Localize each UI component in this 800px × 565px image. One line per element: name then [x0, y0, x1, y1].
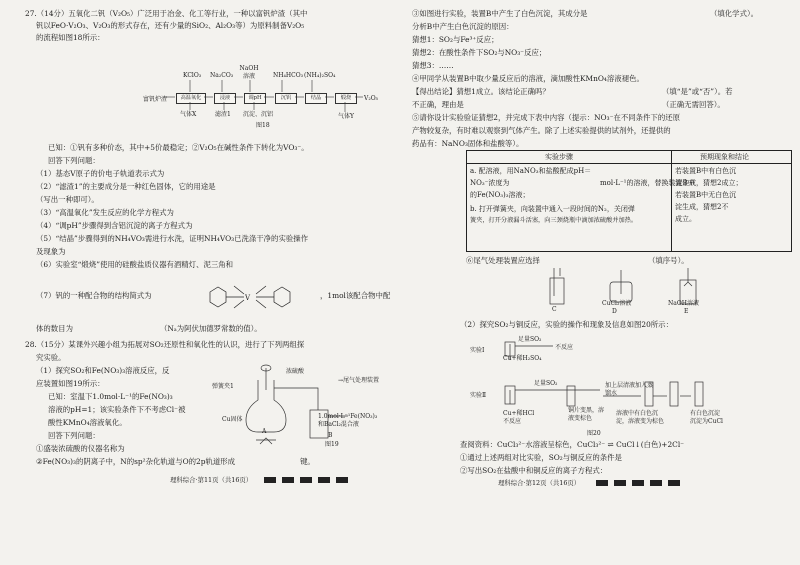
footer-mark: [614, 480, 626, 486]
footer-mark: [336, 477, 348, 483]
table-header-steps: 实验步骤: [545, 153, 573, 161]
s5: ⑤请你设计实验验证猜想2，并完成下表中内容（提示：NO₃⁻在不同条件下的还原: [412, 113, 680, 122]
q28-line1: 28.（15分）某课外兴趣小组为拓展对SO₂还原性和氧化性的认识，进行了下列两组探: [25, 340, 305, 349]
s5c: 药品有：NaNO₃固体和盐酸等）。: [412, 139, 524, 148]
flow-reagent: NaOH 溶液: [239, 65, 259, 80]
flow-step: 高温氧化: [176, 93, 206, 104]
q27-known: 已知：①钒有多种价态，其中+5价最稳定；②V₂O₅在碱性条件下转化为VO₃⁻。: [48, 143, 309, 152]
fig19-a: A: [262, 428, 267, 435]
apparatus-fig20: [495, 338, 755, 428]
footer-mark: [596, 480, 608, 486]
fig20-water: 加上层清液加入蒸馏水: [605, 382, 654, 397]
fig20-m2: Cu+稀HCl: [503, 410, 535, 417]
flow-arrows: [0, 0, 400, 130]
table-result: 若装置B中无白色沉: [675, 191, 737, 199]
flow-start: 富钒炉渣: [143, 96, 168, 103]
flow-out: 滤渣1: [215, 111, 231, 118]
info-i1: ①通过上述两组对比实验，SO₂与铜反应的条件是: [460, 453, 622, 462]
footer-right: 理科综合·第12页（共16页）: [498, 479, 581, 487]
flow-reagent: NH₄HCO₃: [273, 72, 304, 79]
footer-mark: [632, 480, 644, 486]
s4: ④甲同学从装置B中取少量反应后的溶液，滴加酸性KMnO₄溶液褪色。: [412, 74, 644, 83]
fig19-soln: 1.0mol·L⁻¹Fe(NO₃)₃和BaCl₂混合液: [318, 413, 378, 428]
footer-mark: [264, 477, 276, 483]
q27-p7d: （Nₐ为阿伏加德罗常数的值）。: [160, 324, 262, 333]
right-page: [400, 0, 800, 565]
table-result: 淀生成，猜想2不: [675, 203, 729, 211]
device-d: D: [612, 308, 617, 315]
flow-end: V₂O₅: [364, 95, 379, 102]
table-step: NO₃⁻浓度为: [470, 179, 510, 187]
fig20-res1: 铜片变黑，溶液变棕色: [568, 407, 605, 422]
flow-step: 沉钒: [275, 93, 297, 104]
s6b: （填序号）。: [648, 256, 689, 265]
table-result: 成立。: [675, 215, 696, 223]
info-i2: ②写出SO₂在盐酸中和铜反应的离子方程式：: [460, 466, 608, 475]
s5b: 产物较复杂，有时难以观察到气体产生。除了上述实验提供的试剂外，还提供的: [412, 126, 671, 135]
flow-out: 沉淀、沉铝: [243, 111, 274, 118]
table-step: 簧夹，打开分液漏斗活塞，向三颈烧瓶中滴加浓硫酸并加热。: [470, 217, 638, 224]
footer-mark: [282, 477, 294, 483]
fig20-gas2: 足量SO₂: [534, 380, 558, 387]
flow-reagent: (NH₄)₂SO₄: [304, 72, 336, 79]
q27-p7b: ，1mol该配合物中配: [320, 291, 391, 300]
q28-s2: ②Fe(NO₃)₃的阴离子中，N的sp²杂化轨道与O的2p轨道形成: [36, 457, 236, 466]
footer-mark: [318, 477, 330, 483]
q28-line2: 究实验。: [36, 353, 66, 362]
fig20-exp1: 实验Ⅰ: [470, 347, 485, 354]
q27-p6: （6）实验室“煅烧”使用的硅酸盐质仪器有酒精灯、泥三角和: [36, 260, 234, 269]
table-result: 淀生成，猜想2成立；: [675, 179, 743, 187]
flow-out: 气体X: [180, 111, 197, 118]
fig20-white2: 沉淀为CuCl: [690, 418, 723, 425]
s4c: （填“是”或“否”）。若: [662, 87, 733, 96]
fig20-m2b: 不反应: [503, 418, 522, 425]
footer-left: 理科综合·第11页（共16页）: [170, 476, 253, 484]
device-e-reagent: NaOH溶液: [668, 300, 699, 307]
flow-reagent: KClO₃: [183, 72, 202, 79]
q27-ask: 回答下列问题：: [48, 156, 100, 165]
fig20-gas: 足量SO₂: [518, 336, 542, 343]
q28-s1: ①盛装浓硫酸的仪器名称为: [36, 444, 125, 453]
table-header-result: 预期现象和结论: [700, 153, 749, 161]
flow-step: 结晶: [305, 93, 327, 104]
svg-text:V: V: [245, 294, 251, 302]
s4d: 不正确，理由是: [412, 100, 464, 109]
guess3: 猜想3：……: [412, 61, 454, 70]
flow-step: 调pH: [244, 93, 266, 104]
fig20-res2: 溶液中有白色沉淀，溶液变为棕色: [616, 410, 665, 425]
fig19-caption: 图19: [325, 441, 339, 448]
q27-line1: 27.（14分）五氧化二钒（V₂O₅）广泛用于冶金、化工等行业，一种以富钒炉渣（其中: [25, 9, 308, 18]
footer-mark: [668, 480, 680, 486]
tail-gas-devices: [540, 266, 790, 311]
guess1: 猜想1：SO₂与Fe³⁺反应；: [412, 35, 499, 44]
fig18-caption: 图18: [256, 122, 270, 129]
q28-cond2: 溶液的pH=1；该实验条件下不考虑Cl⁻被: [48, 405, 186, 414]
q28-p1b: 应装置如图19所示：: [36, 379, 105, 388]
q27-p2a: （2）“滤渣1”的主要成分是一种红色固体，它的用途是: [36, 182, 216, 191]
device-e: E: [684, 308, 689, 315]
table-divider-v: [671, 150, 672, 251]
footer-mark: [300, 477, 312, 483]
q27-p5b: 及现象为: [36, 247, 66, 256]
s6: ⑥尾气处理装置应选择: [466, 256, 540, 265]
q28-cond3: 酸性KMnO₄溶液氧化。: [48, 418, 127, 427]
info: 查阅资料：CuCl₃²⁻水溶液呈棕色，CuCl₃²⁻ ⇌ CuCl↓(白色)+2Cl⁻: [460, 440, 685, 449]
fig19-b: B: [328, 432, 333, 439]
flow-reagent: Na₂CO₃: [210, 72, 234, 79]
q27-p3: （3）“高温氧化”发生反应的化学方程式为: [36, 208, 174, 217]
guess2: 猜想2：在酸性条件下SO₂与NO₃⁻反应；: [412, 48, 547, 57]
footer-mark: [650, 480, 662, 486]
q27-p7a: （7）钒的一种配合物的结构简式为: [36, 291, 152, 300]
fig20-caption: 图20: [587, 430, 601, 437]
device-d-reagent: CuCl₂溶液: [602, 300, 632, 307]
fig20-white: 有白色沉淀: [690, 410, 721, 417]
q27-line2: 钒以FeO·V₂O₃、V₂O₃的形式存在，还有少量的SiO₂、Al₂O₃等）为原料制备V₂O₅: [36, 21, 305, 30]
table-step: mol·L⁻¹的溶液，替换装置B中: [600, 179, 695, 187]
fig20-exp2: 实验Ⅱ: [470, 392, 487, 399]
q27-p5a: （5）“结晶”步骤得到的NH₄VO₃需进行水洗，证明NH₄VO₃已洗涤干净的实验操作: [36, 234, 309, 243]
table-divider-h: [466, 163, 791, 164]
flow-out: 气体Y: [338, 113, 354, 120]
device-c: C: [552, 306, 557, 313]
q27-p7c: 体的数目为: [36, 324, 73, 333]
fig19-acid: 浓硫酸: [286, 368, 305, 375]
q28-ask: 回答下列问题：: [48, 431, 100, 440]
fig19-clip: 弹簧夹1: [212, 383, 234, 390]
q27-p1: （1）基态V原子的价电子轨道表示式为: [36, 169, 165, 178]
table-step: 的Fe(NO₃)₃溶液；: [470, 191, 530, 199]
flow-step: 浸液: [214, 93, 236, 104]
complex-structure-drawing: [190, 278, 310, 318]
q28-s2b: 键。: [300, 457, 315, 466]
q27-p2b: （写出一种即可）。: [36, 195, 99, 204]
q28-cond1: 已知：室温下1.0mol·L⁻¹的Fe(NO₃)₃: [48, 392, 173, 401]
fig19-tail: →尾气处理装置: [338, 377, 380, 384]
s3c: 分析B中产生白色沉淀的原因：: [412, 22, 514, 31]
fig20-m1: Cu+稀H₂SO₄: [503, 355, 542, 362]
fig20-no: 不反应: [555, 344, 574, 351]
s3b: （填化学式）。: [710, 9, 759, 18]
flow-step: 煅烧: [335, 93, 357, 104]
table-step: b. 打开弹簧夹，向装置中通入一段时间的N₂，关闭弹: [470, 205, 635, 213]
q27-p4: （4）“调pH”步骤得到含铝沉淀的离子方程式为: [36, 221, 193, 230]
table-result: 若装置B中有白色沉: [675, 167, 737, 175]
table-step: a. 配溶液，用NaNO₃和盐酸配成pH＝: [470, 167, 592, 175]
s4e: （正确无需回答）。: [662, 100, 725, 109]
q28-part2: （2）探究SO₂与铜反应，实验的操作和现象及信息如图20所示：: [460, 320, 673, 329]
s3: ③如图进行实验，装置B中产生了白色沉淀，其成分是: [412, 9, 588, 18]
q27-line3: 的流程如图18所示：: [36, 33, 105, 42]
s4b: 【得出结论】猜想1成立。该结论正确吗？: [412, 87, 550, 96]
q28-p1a: （1）探究SO₂和Fe(NO₃)₃溶液反应，反: [36, 366, 170, 375]
fig19-solid: Cu固体: [222, 416, 243, 423]
